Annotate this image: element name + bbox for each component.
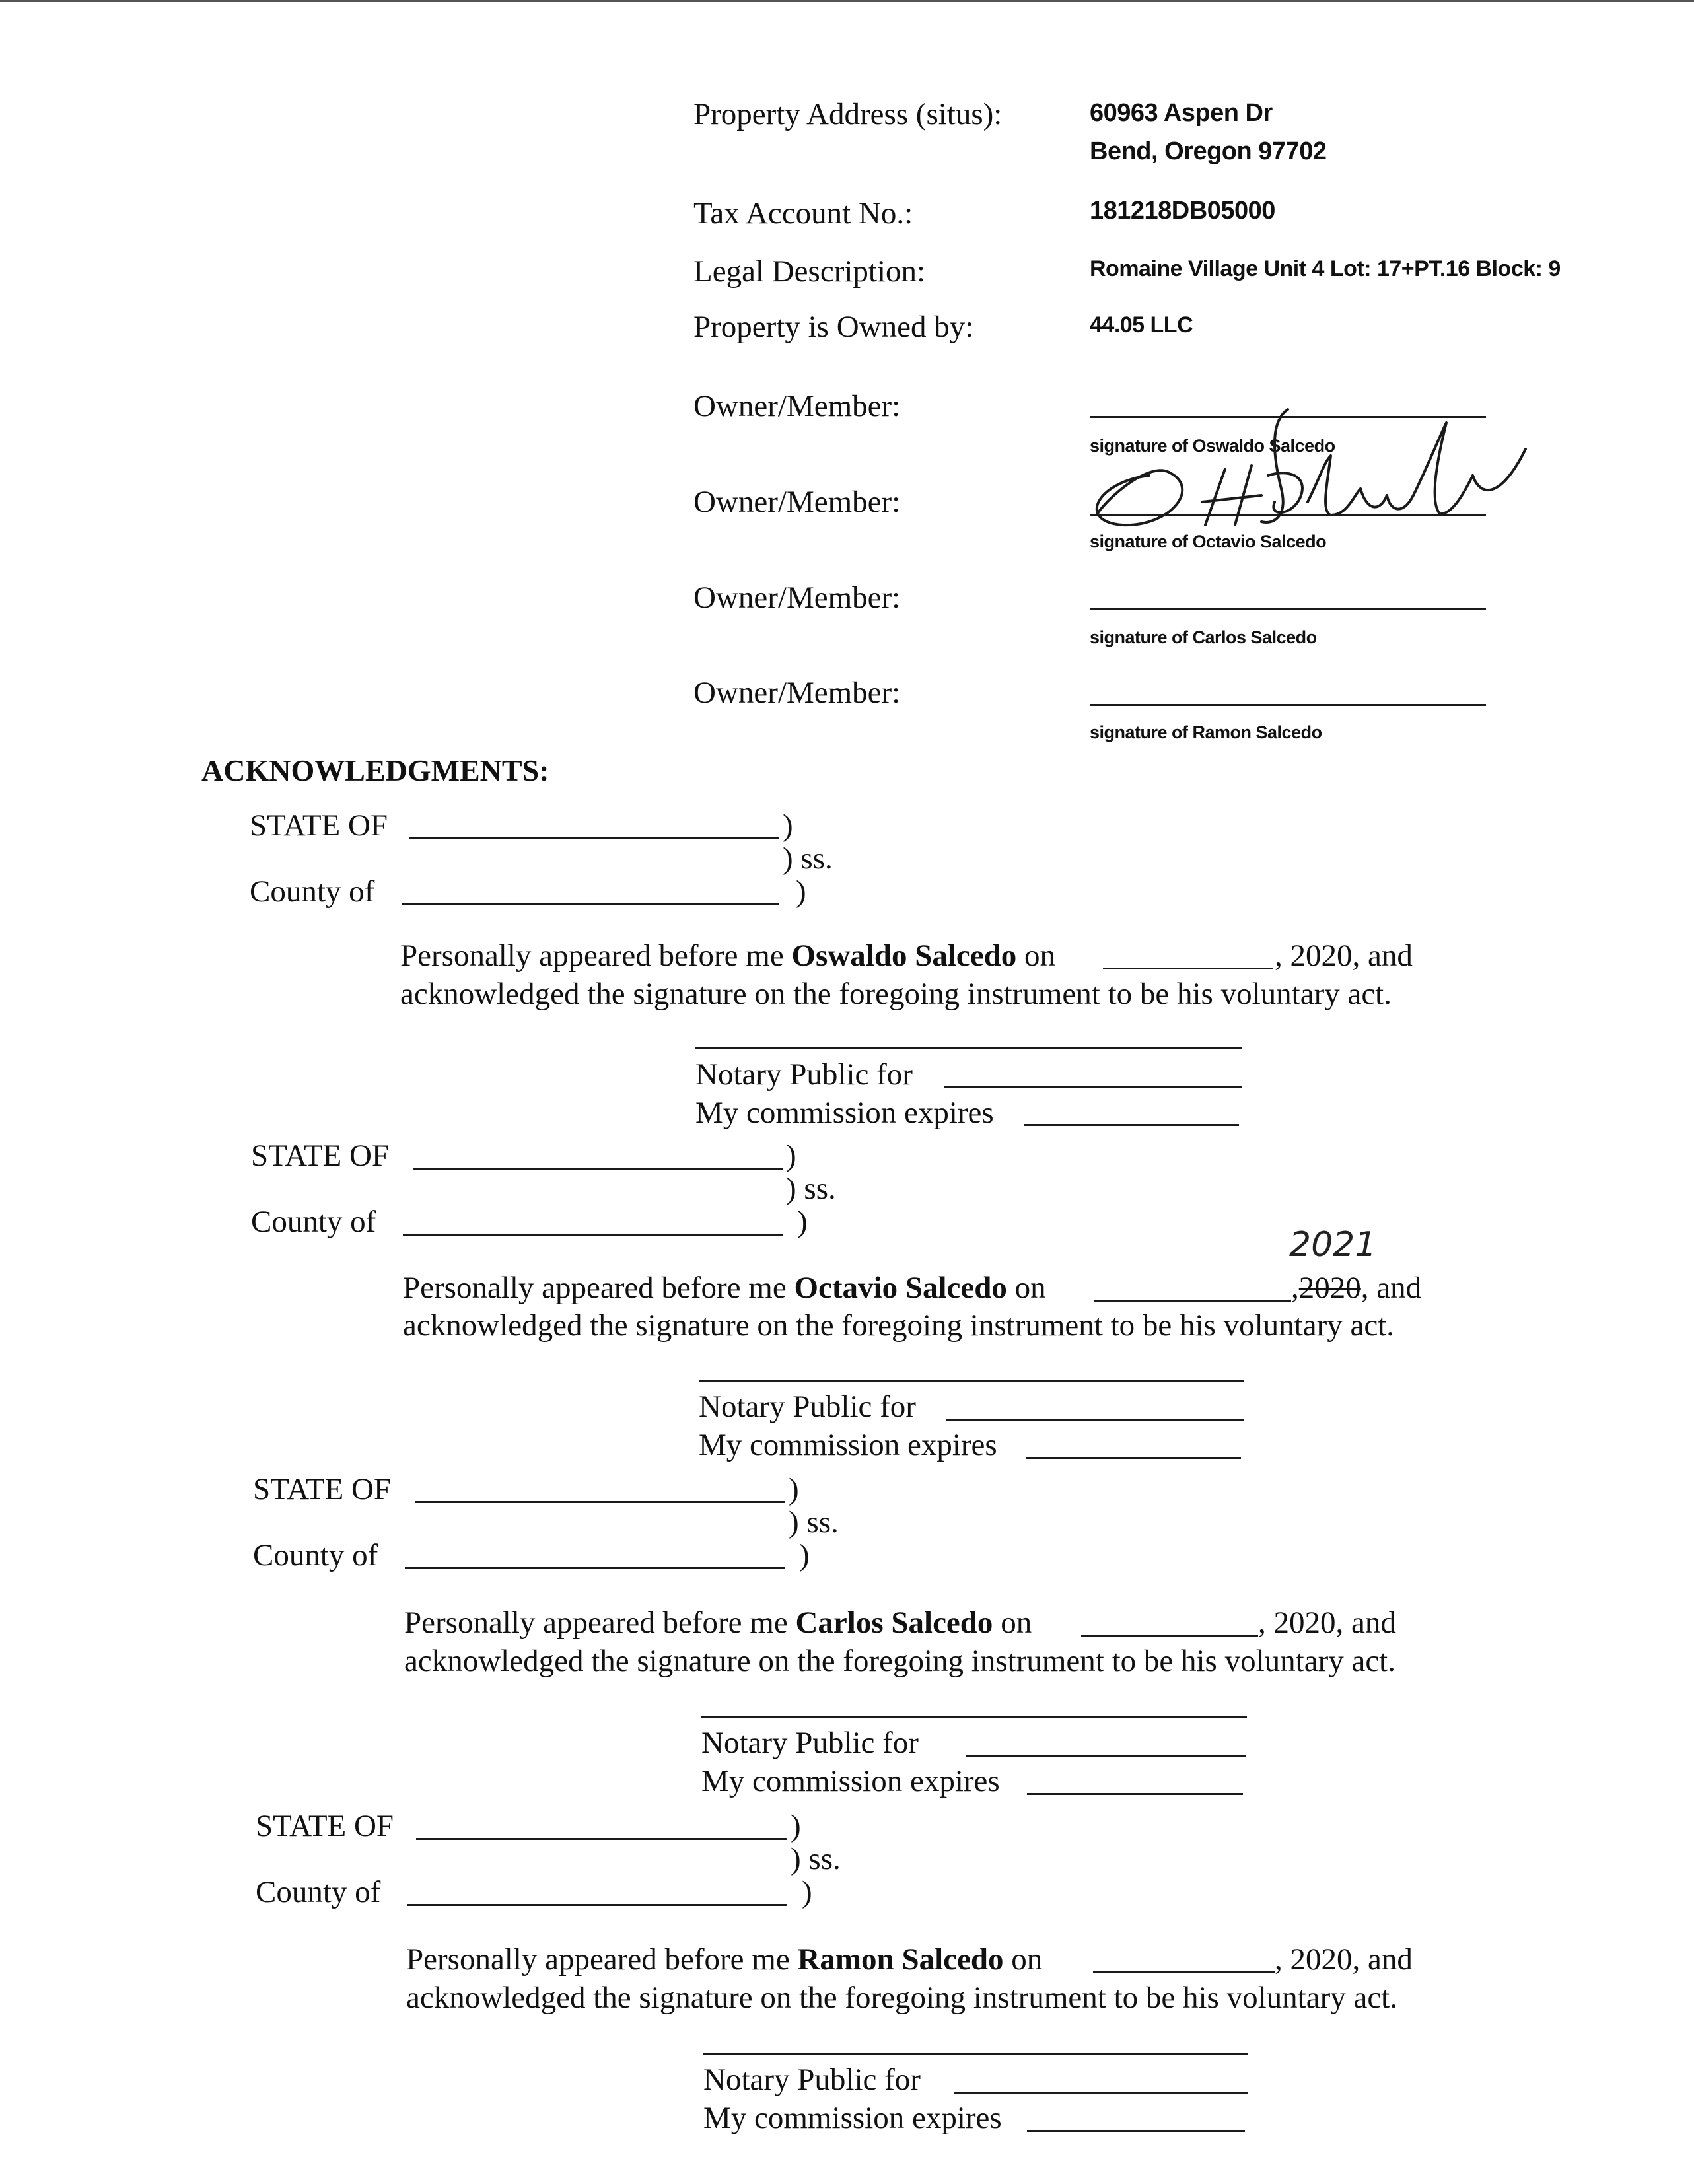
person-name-3: Carlos Salcedo <box>795 1605 993 1640</box>
on-2: on <box>1014 1271 1046 1305</box>
handwritten-signature <box>1070 396 1532 542</box>
notary-for-line-1[interactable] <box>944 1086 1242 1088</box>
ss-2: ) ss. <box>786 1172 836 1206</box>
appeared-prefix-2: Personally appeared before me <box>403 1271 787 1305</box>
state-label-2: STATE OF <box>251 1139 390 1173</box>
notary-label-2: Notary Public for <box>699 1390 916 1424</box>
and-2: , and <box>1360 1271 1422 1305</box>
signature-caption-1: signature of Oswaldo Salcedo <box>1090 436 1335 456</box>
paren-2a: ) <box>786 1139 796 1173</box>
acknowledgments-heading: ACKNOWLEDGMENTS: <box>201 754 549 787</box>
commission-line-2[interactable] <box>1026 1457 1241 1459</box>
appeared-line-1 <box>400 938 1055 973</box>
notary-label-3: Notary Public for <box>701 1726 919 1760</box>
county-label-2: County of <box>251 1205 376 1239</box>
commission-label-1: My commission expires <box>695 1096 994 1130</box>
struck-year-2020: 2020 <box>1298 1271 1361 1305</box>
county-label-1: County of <box>250 874 375 909</box>
on-3: on <box>1001 1605 1032 1640</box>
acknowledged-line-4: acknowledged the signature on the foregoing instrument to be his voluntary act. <box>406 1981 1397 2015</box>
year-text-1: , 2020, and <box>1275 938 1413 973</box>
paren-1b: ) <box>796 874 806 909</box>
legal-value: Romaine Village Unit 4 Lot: 17+PT.16 Block: 9 <box>1090 256 1561 281</box>
paren-4a: ) <box>791 1809 801 1843</box>
acknowledged-line-1: acknowledged the signature on the foregoing instrument to be his voluntary act. <box>400 977 1392 1011</box>
scan-top-edge <box>0 0 1694 2</box>
appeared-prefix-3: Personally appeared before me <box>404 1605 788 1640</box>
handwritten-year: 2021 <box>1289 1225 1377 1265</box>
date-line-2[interactable] <box>1094 1300 1291 1302</box>
person-name-4: Ramon Salcedo <box>797 1942 1004 1977</box>
legal-label: Legal Description: <box>693 254 926 289</box>
commission-line-1[interactable] <box>1024 1124 1239 1126</box>
ss-4: ) ss. <box>791 1842 841 1876</box>
notary-signature-line-1[interactable] <box>695 1047 1242 1049</box>
tax-label: Tax Account No.: <box>693 196 913 230</box>
year-text-4: , 2020, and <box>1275 1942 1413 1977</box>
on-1: on <box>1024 938 1056 973</box>
signature-line-4 <box>1090 704 1486 706</box>
county-label-4: County of <box>256 1875 381 1909</box>
signature-line-3 <box>1090 608 1486 610</box>
signature-caption-3: signature of Carlos Salcedo <box>1090 627 1317 647</box>
acknowledged-line-3: acknowledged the signature on the foregoing instrument to be his voluntary act. <box>404 1644 1395 1678</box>
on-4: on <box>1011 1942 1043 1977</box>
paren-4b: ) <box>802 1875 812 1909</box>
state-line-4[interactable] <box>416 1838 787 1840</box>
owned-label: Property is Owned by: <box>693 310 974 344</box>
notary-label-1: Notary Public for <box>695 1057 913 1092</box>
year-text-3: , 2020, and <box>1258 1605 1396 1640</box>
owner-label-4: Owner/Member: <box>693 676 901 710</box>
county-line-3[interactable] <box>405 1567 785 1569</box>
commission-label-3: My commission expires <box>701 1764 1000 1798</box>
state-label-3: STATE OF <box>253 1472 392 1506</box>
paren-1a: ) <box>783 808 793 843</box>
address-line2: Bend, Oregon 97702 <box>1090 137 1327 165</box>
appeared-prefix-1: Personally appeared before me <box>400 938 784 973</box>
state-label-1: STATE OF <box>250 808 388 843</box>
year-text-2 <box>1291 1270 1421 1306</box>
notary-label-4: Notary Public for <box>703 2062 921 2097</box>
notary-signature-line-2[interactable] <box>699 1380 1244 1382</box>
notary-for-line-4[interactable] <box>954 2092 1248 2094</box>
address-label: Property Address (situs): <box>693 97 1003 131</box>
commission-line-4[interactable] <box>1027 2130 1245 2132</box>
appeared-line-4 <box>406 1942 1042 1977</box>
owned-value: 44.05 LLC <box>1090 312 1193 337</box>
date-line-4[interactable] <box>1093 1971 1275 1973</box>
notary-signature-line-3[interactable] <box>701 1716 1247 1718</box>
person-name-1: Oswaldo Salcedo <box>791 938 1017 973</box>
state-line-1[interactable] <box>409 837 779 839</box>
commission-label-2: My commission expires <box>699 1428 997 1462</box>
appeared-line-2 <box>403 1270 1046 1306</box>
owner-label-2: Owner/Member: <box>693 485 901 519</box>
owner-label-3: Owner/Member: <box>693 581 901 615</box>
county-label-3: County of <box>253 1538 378 1572</box>
commission-label-4: My commission expires <box>703 2101 1002 2135</box>
appeared-line-3 <box>404 1605 1032 1640</box>
person-name-2: Octavio Salcedo <box>794 1271 1007 1305</box>
address-line1: 60963 Aspen Dr <box>1090 99 1273 127</box>
paren-3a: ) <box>789 1472 799 1506</box>
state-label-4: STATE OF <box>256 1809 394 1843</box>
paren-2b: ) <box>797 1205 808 1239</box>
tax-value: 181218DB05000 <box>1090 197 1275 225</box>
signature-caption-4: signature of Ramon Salcedo <box>1090 722 1322 742</box>
notary-for-line-3[interactable] <box>966 1755 1246 1757</box>
appeared-prefix-4: Personally appeared before me <box>406 1942 790 1977</box>
notary-signature-line-4[interactable] <box>703 2053 1248 2055</box>
state-line-3[interactable] <box>415 1501 785 1503</box>
ss-3: ) ss. <box>789 1505 839 1539</box>
paren-3b: ) <box>799 1538 810 1572</box>
county-line-2[interactable] <box>403 1234 783 1236</box>
notary-for-line-2[interactable] <box>946 1419 1244 1421</box>
ss-1: ) ss. <box>783 841 833 876</box>
date-line-1[interactable] <box>1103 968 1273 969</box>
year-comma-2: , <box>1291 1271 1299 1305</box>
commission-line-3[interactable] <box>1027 1793 1243 1795</box>
signature-caption-2: signature of Octavio Salcedo <box>1090 532 1327 551</box>
date-line-3[interactable] <box>1081 1635 1258 1637</box>
acknowledged-line-2: acknowledged the signature on the foregoing instrument to be his voluntary act. <box>403 1308 1394 1343</box>
owner-label-1: Owner/Member: <box>693 389 901 423</box>
county-line-1[interactable] <box>402 903 779 905</box>
state-line-2[interactable] <box>413 1168 783 1170</box>
county-line-4[interactable] <box>407 1904 787 1906</box>
